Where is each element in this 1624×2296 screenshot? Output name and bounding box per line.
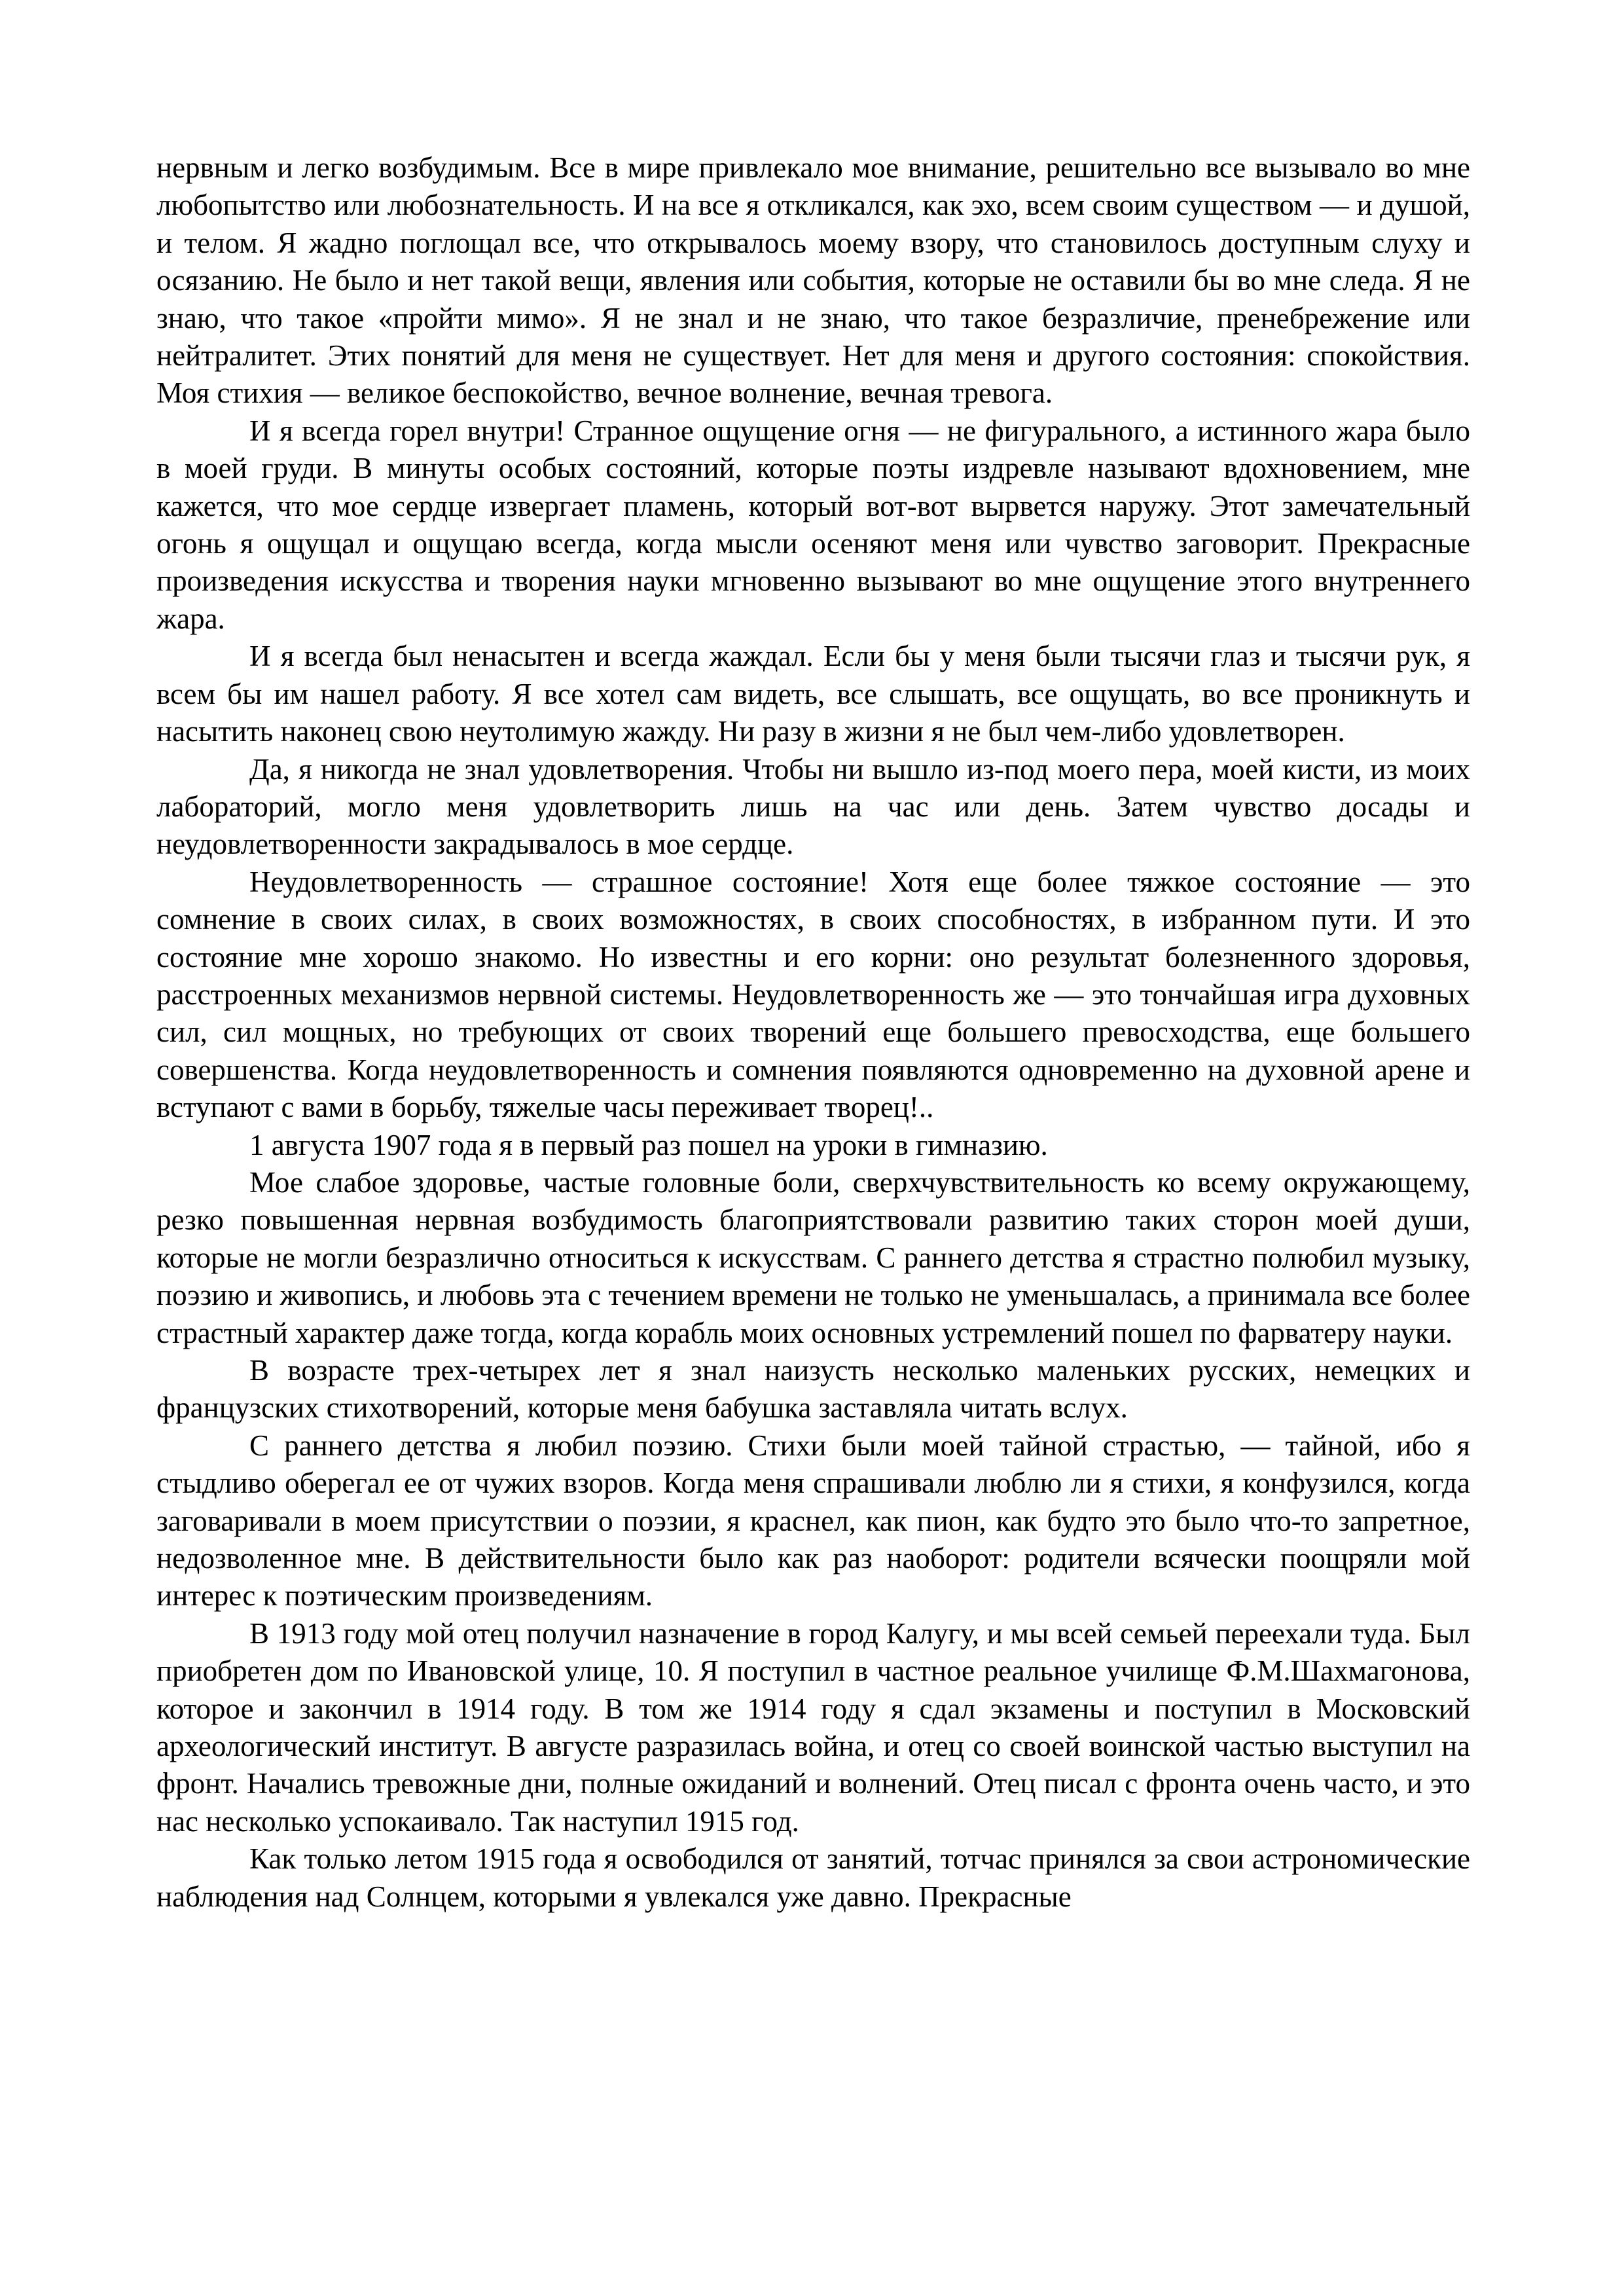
paragraph-9: С раннего детства я любил поэзию. Стихи были моей тайной страстью, — тайной, ибо я стыдливо оберегал ее от чужих взоров. Когда меня спрашивали люблю ли я стихи, я конфузился, когда заговаривали в моем присутствии о поэзии, я краснел, как пион, как будто это было что-то запретное, недозволенное мне. В действительности было как раз наоборот: родители всячески поощряли мой интерес к поэтическим произведениям. xyxy=(156,1429,1470,1613)
paragraph-4: Да, я никогда не знал удовлетворения. Чтобы ни вышло из-под моего пера, моей кисти, из моих лабораторий, могло меня удовлетворить лишь на час или день. Затем чувство досады и неудовлетворенности закрадывалось в мое сердце. xyxy=(156,752,1470,861)
paragraph-3: И я всегда был ненасытен и всегда жаждал. Если бы у меня были тысячи глаз и тысячи рук, я всем бы им нашел работу. Я все хотел сам видеть, все слышать, все ощущать, во все проникнуть и насытить наконец свою неутолимую жажду. Ни разу в жизни я не был чем-либо удовлетворен. xyxy=(156,640,1470,748)
paragraph-5: Неудовлетворенность — страшное состояние! Хотя еще более тяжкое состояние — это сомнение в своих силах, в своих возможностях, в своих способностях, в избранном пути. И это состояние мне хорошо знакомо. Но известны и его корни: оно результат болезненного здоровья, расстроенных механизмов нервной системы. Неудовлетворенность же — это тончайшая игра духовных сил, сил мощных, но требующих от своих творений еще большего превосходства, еще большего совершенства. Когда неудовлетворенность и сомнения появляются одновременно на духовной арене и вступают с вами в борьбу, тяжелые часы переживает творец!.. xyxy=(156,865,1470,1124)
paragraph-7: Мое слабое здоровье, частые головные боли, сверхчувствительность ко всему окружающему, резко повышенная нервная возбудимость благоприятствовали развитию таких сторон моей души, которые не могли безразлично относиться к искусствам. С раннего детства я страстно полюбил музыку, поэзию и живопись, и любовь эта с течением времени не только не уменьшалась, а принимала все более страстный характер даже тогда, когда корабль моих основных устремлений пошел по фарватеру науки. xyxy=(156,1165,1470,1349)
paragraph-11: Как только летом 1915 года я освободился от занятий, тотчас принялся за свои астрономические наблюдения над Солнцем, которыми я увлекался уже давно. Прекрасные xyxy=(156,1842,1470,1913)
paragraph-8: В возрасте трех-четырех лет я знал наизусть несколько маленьких русских, немецких и французских стихотворений, которые меня бабушка заставляла читать вслух. xyxy=(156,1354,1470,1425)
paragraph-6: 1 августа 1907 года я в первый раз пошел на уроки в гимназию. xyxy=(249,1128,1048,1161)
body-text xyxy=(156,149,1470,1916)
paragraph-2: И я всегда горел внутри! Странное ощущение огня — не фигурального, а истинного жара было в моей груди. В минуты особых состояний, которые поэты издревле называют вдохновением, мне кажется, что мое сердце извергает пламень, который вот-вот вырвется наружу. Этот замечательный огонь я ощущал и ощущаю всегда, когда мысли осеняют меня или чувство заговорит. Прекрасные произведения искусства и творения науки мгновенно вызывают во мне ощущение этого внутреннего жара. xyxy=(156,414,1470,635)
paragraph-1: нервным и легко возбудимым. Все в мире привлекало мое внимание, решительно все вызывало во мне любопытство или любознательность. И на все я откликался, как эхо, всем своим существом — и душой, и телом. Я жадно поглощал все, что открывалось моему взору, что становилось доступным слуху и осязанию. Не было и нет такой вещи, явления или события, которые не оставили бы во мне следа. Я не знаю, что такое «пройти мимо». Я не знал и не знаю, что такое безразличие, пренебрежение или нейтралитет. Этих понятий для меня не существует. Нет для меня и другого состояния: спокойствия. Моя стихия — великое беспокойство, вечное волнение, вечная тревога. xyxy=(156,151,1470,410)
paragraph-10: В 1913 году мой отец получил назначение в город Калугу, и мы всей семьей переехали туда. Был приобретен дом по Ивановской улице, 10. Я поступил в частное реальное училище Ф.М.Шахмагонова, которое и закончил в 1914 году. В том же 1914 году я сдал экзамены и поступил в Московский археологический институт. В августе разразилась война, и отец со своей воинской частью выступил на фронт. Начались тревожные дни, полные ожиданий и волнений. Отец писал с фронта очень часто, и это нас несколько успокаивало. Так наступил 1915 год. xyxy=(156,1616,1470,1838)
